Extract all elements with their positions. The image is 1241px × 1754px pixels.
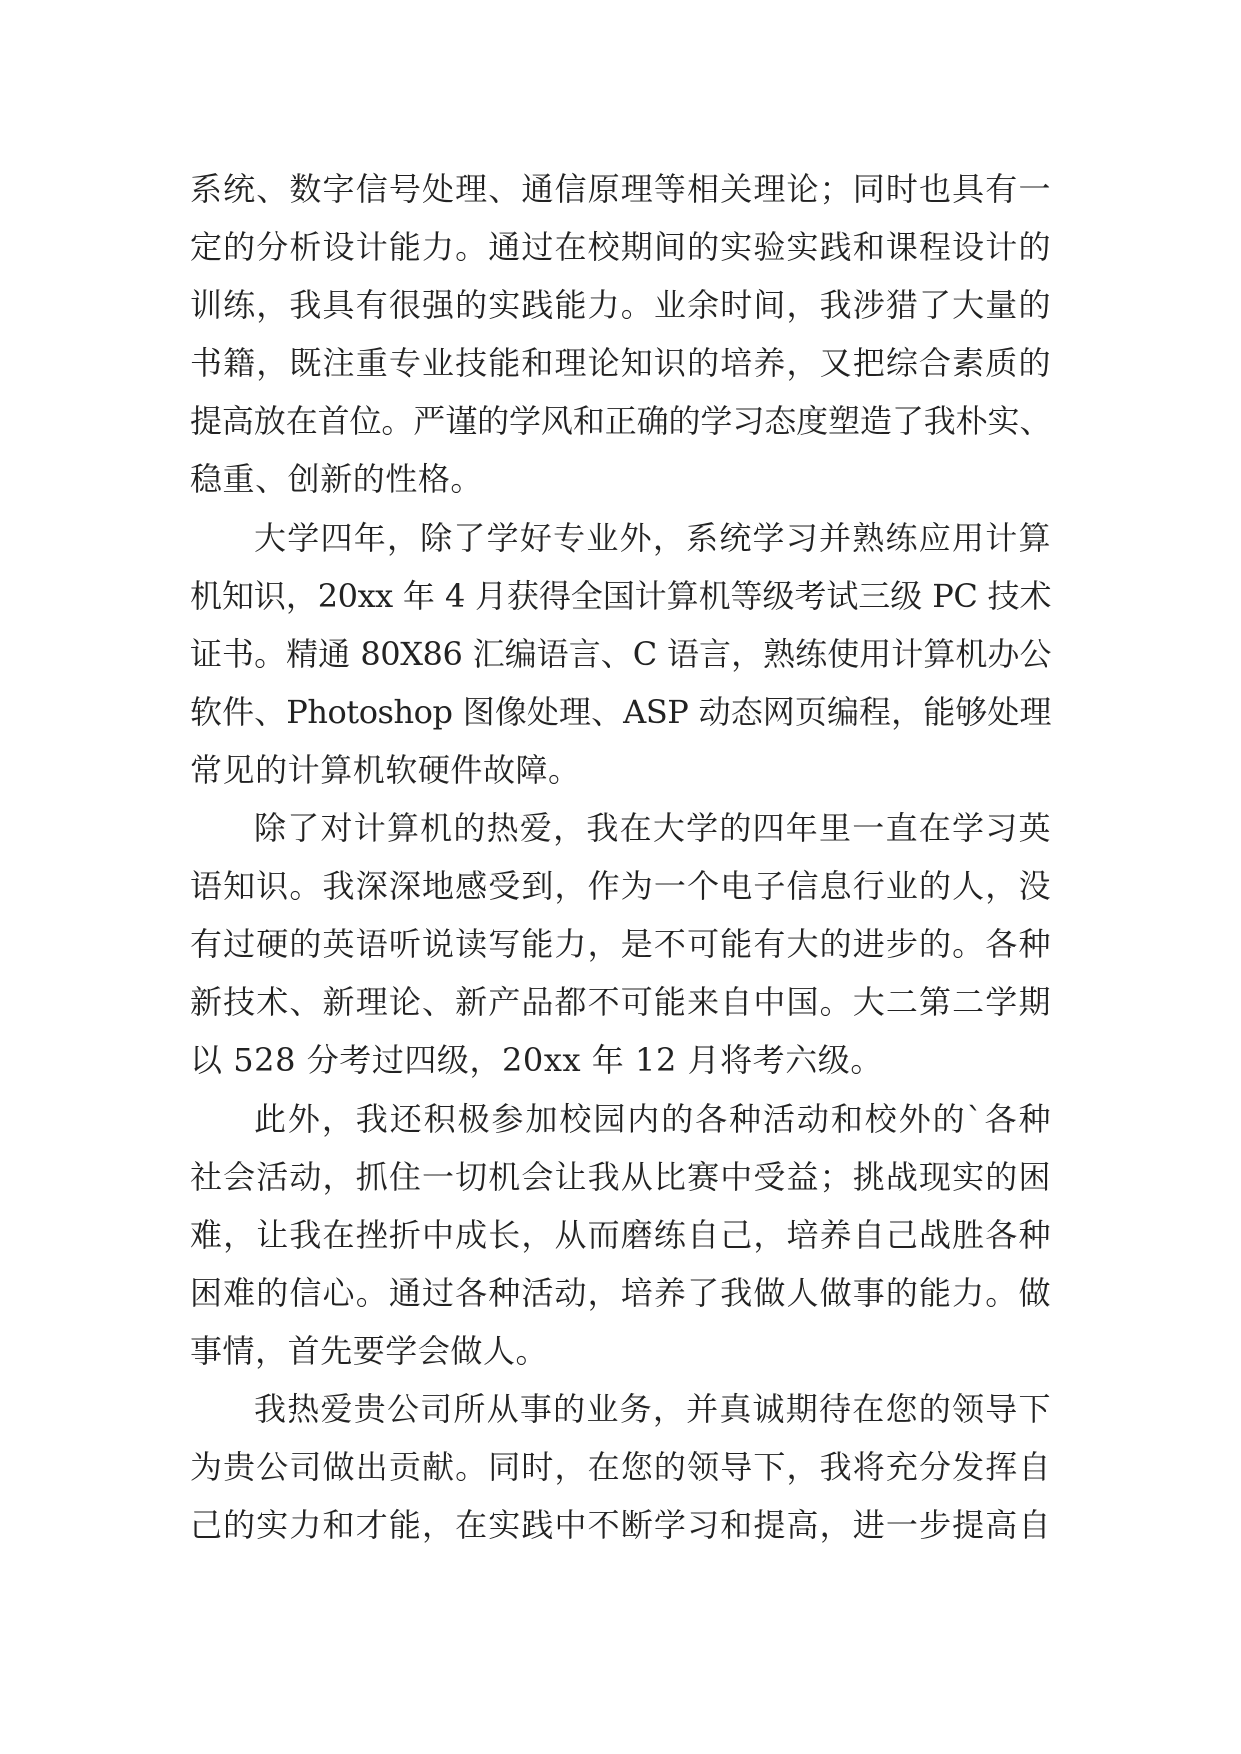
text-line: 机知识，20xx 年 4 月获得全国计算机等级考试三级 PC 技术: [190, 576, 1051, 615]
text-line: 此外，我还积极参加校园内的各种活动和校外的`各种: [254, 1099, 1051, 1138]
text-line: 除了对计算机的热爱，我在大学的四年里一直在学习英: [254, 809, 1051, 848]
paragraph-2: [190, 509, 1051, 799]
text-line: 难，让我在挫折中成长，从而磨练自己，培养自己战胜各种: [190, 1215, 1051, 1254]
paragraph-5: [190, 1380, 1051, 1554]
text-line: 软件、Photoshop 图像处理、ASP 动态网页编程，能够处理: [190, 692, 1051, 731]
text-line: 大学四年，除了学好专业外，系统学习并熟练应用计算: [254, 518, 1051, 557]
text-line: 我热爱贵公司所从事的业务，并真诚期待在您的领导下: [254, 1389, 1051, 1428]
text-line: 训练，我具有很强的实践能力。业余时间，我涉猎了大量的: [190, 286, 1051, 325]
text-line: 困难的信心。通过各种活动，培养了我做人做事的能力。做: [190, 1273, 1051, 1312]
text-line: 证书。精通 80X86 汇编语言、C 语言，熟练使用计算机办公: [190, 634, 1051, 673]
text-line: 新技术、新理论、新产品都不可能来自中国。大二第二学期: [190, 983, 1051, 1022]
paragraph-4: [190, 1090, 1051, 1380]
text-line: 己的实力和才能，在实践中不断学习和提高，进一步提高自: [190, 1506, 1051, 1545]
text-line: 提高放在首位。严谨的学风和正确的学习态度塑造了我朴实、: [190, 402, 1051, 441]
document-body: [190, 160, 1051, 1554]
text-line: 稳重、创新的性格。: [190, 460, 483, 499]
text-line: 定的分析设计能力。通过在校期间的实验实践和课程设计的: [190, 228, 1051, 267]
paragraph-1: [190, 160, 1051, 509]
paragraph-3: [190, 799, 1051, 1089]
text-line: 书籍，既注重专业技能和理论知识的培养，又把综合素质的: [190, 344, 1051, 383]
text-line: 为贵公司做出贡献。同时，在您的领导下，我将充分发挥自: [190, 1448, 1051, 1487]
text-line: 有过硬的英语听说读写能力，是不可能有大的进步的。各种: [190, 925, 1051, 964]
text-line: 语知识。我深深地感受到，作为一个电子信息行业的人，没: [190, 867, 1051, 906]
text-line: 社会活动，抓住一切机会让我从比赛中受益；挑战现实的困: [190, 1157, 1051, 1196]
text-line: 常见的计算机软硬件故障。: [190, 750, 581, 789]
text-line: 事情，首先要学会做人。: [190, 1331, 549, 1370]
text-line: 以 528 分考过四级，20xx 年 12 月将考六级。: [190, 1041, 883, 1080]
text-line: 系统、数字信号处理、通信原理等相关理论；同时也具有一: [190, 170, 1051, 208]
